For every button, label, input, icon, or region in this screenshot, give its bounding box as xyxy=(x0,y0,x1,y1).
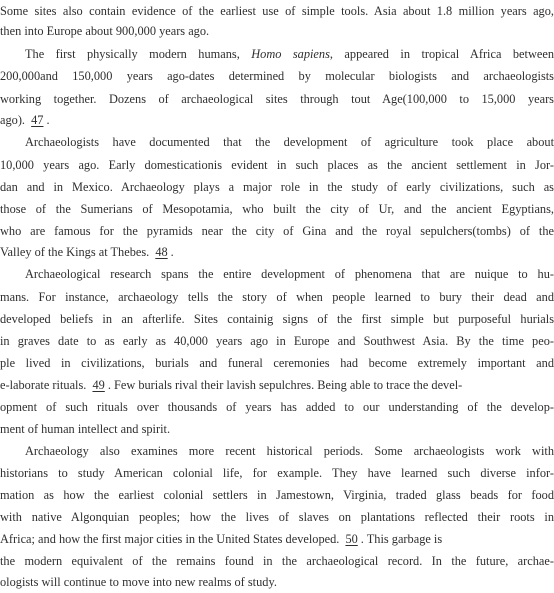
text-line: the modern equivalent of the remains found in the archaeological record. In the future, archae- xyxy=(0,554,554,568)
text-span: . xyxy=(170,245,174,259)
text-line xyxy=(25,44,554,64)
text-line: ple lived in civilizations, burials and funeral ceremonies had become extremely important and xyxy=(0,356,554,370)
text-line: 200,000and 150,000 years ago-dates determined by molecular biologists and archaeologists xyxy=(0,69,554,83)
text-line xyxy=(0,529,554,549)
text-line: Some sites also contain evidence of the earliest use of simple tools. Asia about 1.8 million years ago, xyxy=(0,4,554,18)
text-line: working together. Dozens of archaeological sites through tout Age(100,000 to 15,000 years xyxy=(0,92,554,106)
text-line: with native Algonquian peoples; how the lives of slaves on plantations reflected their roots in xyxy=(0,510,554,524)
text-line: historians to study American colonial life, for example. They have learned such diverse infor- xyxy=(0,466,554,480)
text-line: mans. For instance, archaeology tells the story of when people learned to bury their dead and xyxy=(0,290,554,304)
text-line: dan and in Mexico. Archaeology plays a major role in the study of early civilizations, such as xyxy=(0,180,554,194)
answer-blank-50[interactable]: 50 xyxy=(345,532,358,546)
text-line: opment of such rituals over thousands of years has added to our understanding of the develop- xyxy=(0,400,554,414)
text-span: . Few burials rival their lavish sepulchres. Being able to trace the devel- xyxy=(107,378,463,392)
text-line xyxy=(0,375,554,395)
text-span: . xyxy=(46,113,50,127)
text-span: The first physically modern humans, xyxy=(25,47,252,61)
text-line: in graves date to as early as 40,000 years ago in Europe and Southwest Asia. By the time peo- xyxy=(0,334,554,348)
text-line xyxy=(0,110,554,130)
text-span: , appeared in tropical Africa between xyxy=(329,47,554,61)
text-line xyxy=(0,242,554,262)
text-line: Archaeology also examines more recent historical periods. Some archaeologists work with xyxy=(25,444,554,458)
answer-blank-47[interactable]: 47 xyxy=(31,113,44,127)
italic-term: Homo sapiens xyxy=(251,47,330,61)
text-line: ologists will continue to move into new realms of study. xyxy=(0,575,277,589)
text-line: Archaeologists have documented that the development of agriculture took place about xyxy=(25,135,554,149)
text-line: then into Europe about 900,000 years ago. xyxy=(0,24,210,38)
text-line: developed beliefs in an afterlife. Sites containig signs of the first simple but purposeful hurials xyxy=(0,312,554,326)
text-line: 10,000 years ago. Early domesticationis evident in such places as the ancient settlement in Jor- xyxy=(0,158,554,172)
text-span: . This garbage is xyxy=(360,532,443,546)
text-line: mation as how the earliest colonial settlers in Jamestown, Virginia, traded glass beads for food xyxy=(0,488,554,502)
text-line: Archaeological research spans the entire development of phenomena that are nuique to hu- xyxy=(25,267,554,281)
text-line: those of the Sumerians of Mesopotamia, who built the city of Ur, and the ancient Egyptians, xyxy=(0,202,554,216)
text-span: ago). xyxy=(0,113,26,127)
answer-blank-49[interactable]: 49 xyxy=(92,378,105,392)
answer-blank-48[interactable]: 48 xyxy=(155,245,168,259)
text-span: e-laborate rituals. xyxy=(0,378,87,392)
text-span: Valley of the Kings at Thebes. xyxy=(0,245,150,259)
text-span: Africa; and how the first major cities in the United States developed. xyxy=(0,532,340,546)
text-line: who are famous for the pyramids near the city of Gina and the royal sepulchers(tombs) of the xyxy=(0,224,554,238)
text-line: ment of human intellect and spirit. xyxy=(0,422,171,436)
